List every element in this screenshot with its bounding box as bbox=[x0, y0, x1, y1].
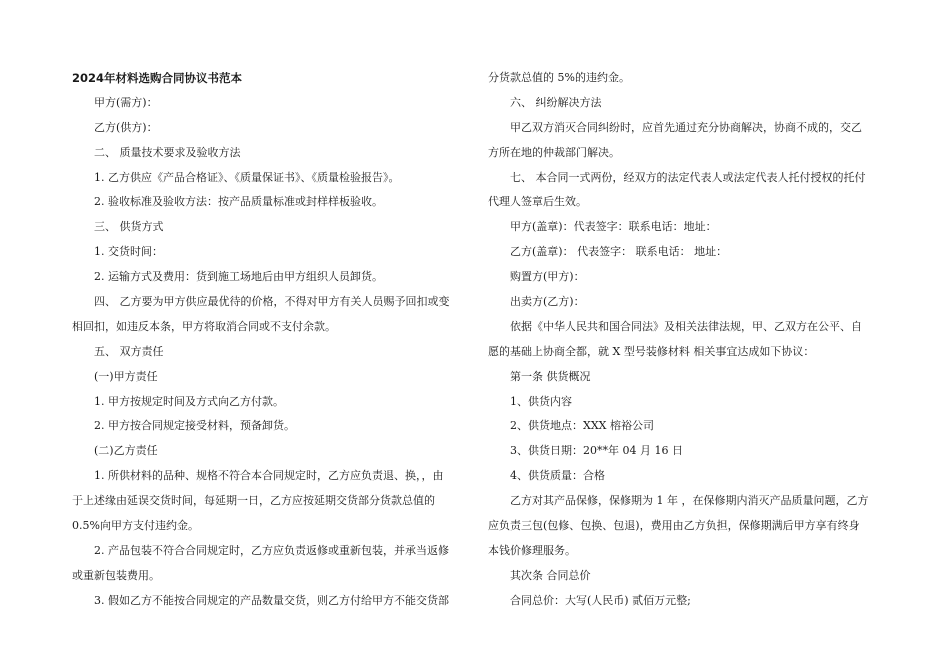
section-heading: 六、 纠纷解决方法 bbox=[510, 95, 602, 109]
paragraph-line: 四、 乙方要为甲方供应最优待的价格，不得对甲方有关人员赐予回扣或变 bbox=[94, 295, 450, 309]
paragraph-line: 分货款总值的 5%的违约金。 bbox=[488, 71, 630, 84]
paragraph-line: 依据《中华人民共和国合同法》及相关法律法规，甲、乙双方在公平、自 bbox=[510, 319, 862, 333]
subsection-heading: (一)甲方责任 bbox=[94, 369, 158, 383]
paragraph-line: 甲乙双方消灭合同纠纷时，应首先通过充分协商解决，协商不成的，交乙 bbox=[510, 120, 862, 134]
paragraph-line: 愿的基础上协商全都，就 X 型号装修材料 相关事宜达成如下协议： bbox=[488, 344, 815, 358]
paragraph-line: 4、供货质量：合格 bbox=[510, 469, 605, 483]
signature-line: 甲方(盖章)：代表签字：联系电话：地址： bbox=[510, 220, 717, 234]
party-line: 购置方(甲方)： bbox=[510, 270, 585, 284]
paragraph-line: 合同总价：大写(人民币) 贰佰万元整; bbox=[510, 593, 691, 607]
paragraph-line: 2. 验收标准及验收方法：按产品质量标准或封样样板验收。 bbox=[94, 195, 383, 209]
paragraph-line: 2. 产品包装不符合合同规定时，乙方应负责返修或重新包装，并承当返修 bbox=[94, 543, 449, 557]
paragraph-line: 乙方(供方)： bbox=[94, 120, 158, 134]
paragraph-line: 本钱价修理服务。 bbox=[488, 543, 576, 557]
section-heading: 七、 本合同一式两份，经双方的法定代表人或法定代表人托付授权的托付 bbox=[510, 170, 866, 184]
paragraph-line: 1. 所供材料的品种、规格不符合本合同规定时，乙方应负责退、换，，由 bbox=[94, 469, 444, 483]
left-column bbox=[72, 66, 470, 614]
paragraph-line: 于上述缘由延误交货时间，每延期一日，乙方应按延期交货部分货款总值的 bbox=[72, 494, 435, 508]
paragraph-line: 乙方对其产品保修，保修期为 1 年 ，在保修期内消灭产品质量问题，乙方 bbox=[510, 494, 869, 508]
paragraph-line: 3、供货日期：20**年 04 月 16 日 bbox=[510, 444, 683, 458]
section-heading: 三、 供货方式 bbox=[94, 220, 164, 234]
paragraph-line: 相回扣，如违反本条，甲方将取消合同或不支付余款。 bbox=[72, 319, 336, 333]
paragraph-line: 3. 假如乙方不能按合同规定的产品数量交货，则乙方付给甲方不能交货部 bbox=[94, 593, 449, 607]
article-heading: 第一条 供货概况 bbox=[510, 369, 591, 383]
paragraph-line: 应负责三包(包修、包换、包退)，费用由乙方负担，保修期满后甲方享有终身 bbox=[488, 519, 860, 533]
paragraph-line: 2. 运输方式及费用：货到施工场地后由甲方组织人员卸货。 bbox=[94, 270, 383, 284]
section-heading: 二、 质量技术要求及验收方法 bbox=[94, 145, 241, 159]
paragraph-line: 方所在地的仲裁部门解决。 bbox=[488, 145, 620, 159]
document-title: 2024年材料选购合同协议书范本 bbox=[72, 71, 243, 85]
paragraph-line: 2、供货地点：XXX 榕裕公司 bbox=[510, 419, 654, 433]
paragraph-line: 1. 甲方按规定时间及方式向乙方付款。 bbox=[94, 394, 284, 408]
paragraph-line: 1. 交货时间： bbox=[94, 245, 163, 259]
paragraph-line: 代理人签章后生效。 bbox=[488, 195, 587, 209]
paragraph-line: 1、供货内容 bbox=[510, 394, 572, 408]
paragraph-line: 2. 甲方按合同规定接受材料，预备卸货。 bbox=[94, 419, 295, 433]
paragraph-line: 1. 乙方供应《产品合格证》、《质量保证书》、《质量检验报告》。 bbox=[94, 170, 400, 184]
section-heading: 五、 双方责任 bbox=[94, 344, 164, 358]
signature-line: 乙方(盖章)： 代表签字： 联系电话： 地址： bbox=[510, 245, 728, 259]
article-heading: 其次条 合同总价 bbox=[510, 568, 591, 582]
paragraph-line: 或重新包装费用。 bbox=[72, 568, 160, 582]
right-column bbox=[488, 66, 886, 614]
paragraph-line: 甲方(需方)： bbox=[94, 95, 158, 109]
subsection-heading: (二)乙方责任 bbox=[94, 444, 158, 458]
party-line: 出卖方(乙方)： bbox=[510, 295, 585, 309]
paragraph-line: 0.5%向甲方支付违约金。 bbox=[72, 519, 199, 533]
